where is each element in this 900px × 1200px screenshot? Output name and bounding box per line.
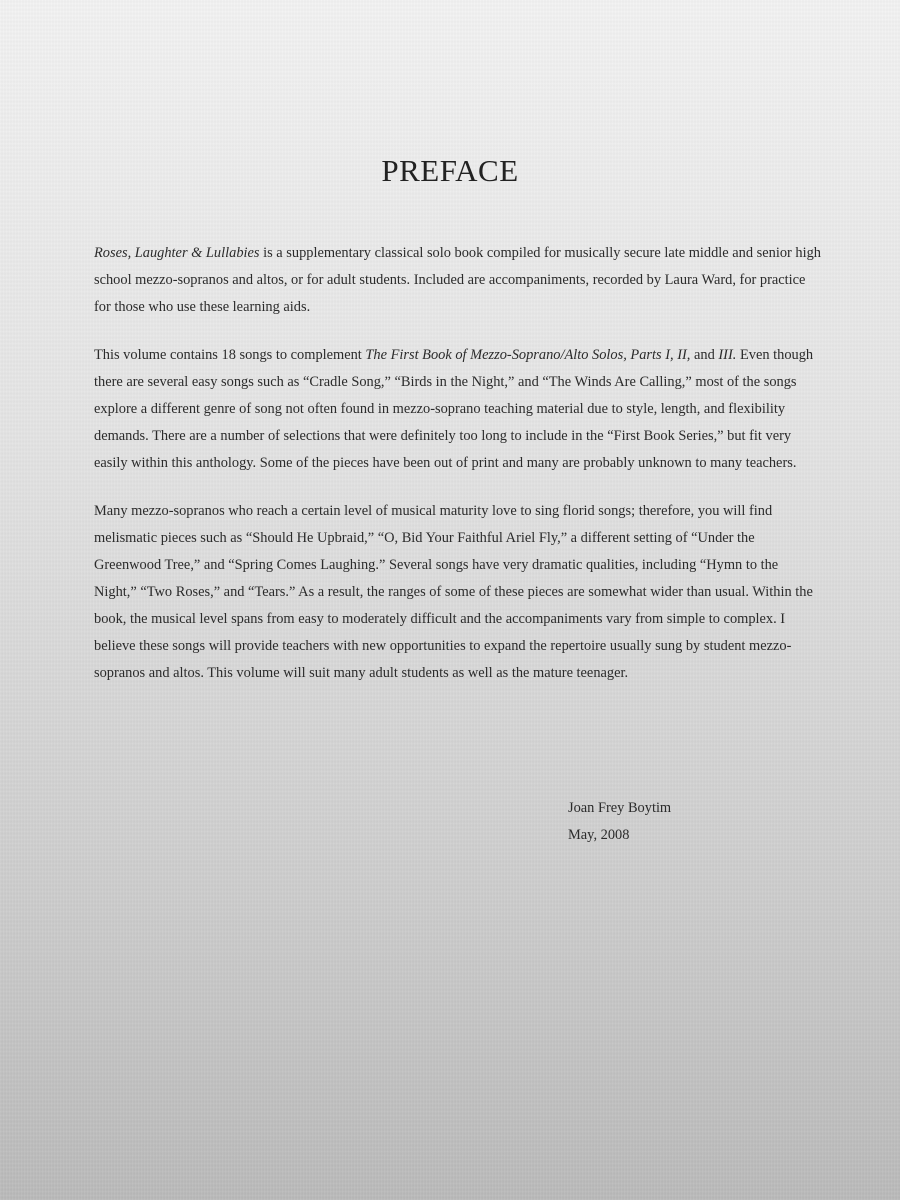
paragraph-intro-text: is a supplementary classical solo book compiled for musically secure late middle and senior high school mezzo-sopranos and altos, or for adult students. Included are accompaniments, recorded by Laura Ward, for practice for those who use these learning aids. <box>94 245 821 315</box>
page-title: PREFACE <box>381 153 519 188</box>
paragraph-repertoire-text: Many mezzo-sopranos who reach a certain level of musical maturity love to sing florid songs; therefore, you will find melismatic pieces such as “Should He Upbraid,” “O, Bid Your Faithful Ariel Fly,” a different setting of “Under the Greenwood Tree,” and “Spring Comes Laughing.” Several songs have very dramatic qualities, including “Hymn to the Night,” “Two Roses,” and “Tears.” As a result, the ranges of some of these pieces are somewhat wider than usual. Within the book, the musical level spans from easy to moderately difficult and the accompaniments vary from simple to complex. I believe these songs will provide teachers with new opportunities to expand the repertoire usually sung by student mezzo-sopranos and altos. This volume will suit many adult students as well as the mature teenager. <box>94 503 813 681</box>
series-title: The First Book of Mezzo-Soprano/Alto Solos, Parts I, II, <box>365 347 691 363</box>
paragraph-intro <box>94 240 824 321</box>
signature-block <box>568 795 671 849</box>
paragraph-contents <box>94 342 824 477</box>
series-part-three: III. <box>718 347 737 363</box>
book-title: Roses, Laughter & Lullabies <box>94 245 260 261</box>
author-name: Joan Frey Boytim <box>568 800 672 816</box>
paragraph-repertoire <box>94 498 824 687</box>
and-word: and <box>690 347 719 363</box>
preface-body <box>94 240 824 708</box>
paragraph-contents-text: Even though there are several easy songs such as “Cradle Song,” “Birds in the Night,” and “The Winds Are Calling,” most of the songs explore a different genre of song not often found in mezzo-soprano teaching material due to style, length, and flexibility demands. There are a number of selections that were definitely too long to include in the “First Book Series,” but fit very easily within this anthology. Some of the pieces have been out of print and many are probably unknown to many teachers. <box>94 347 814 471</box>
paragraph-contents-lead: This volume contains 18 songs to complement <box>94 347 366 363</box>
signature-date: May, 2008 <box>568 827 630 843</box>
